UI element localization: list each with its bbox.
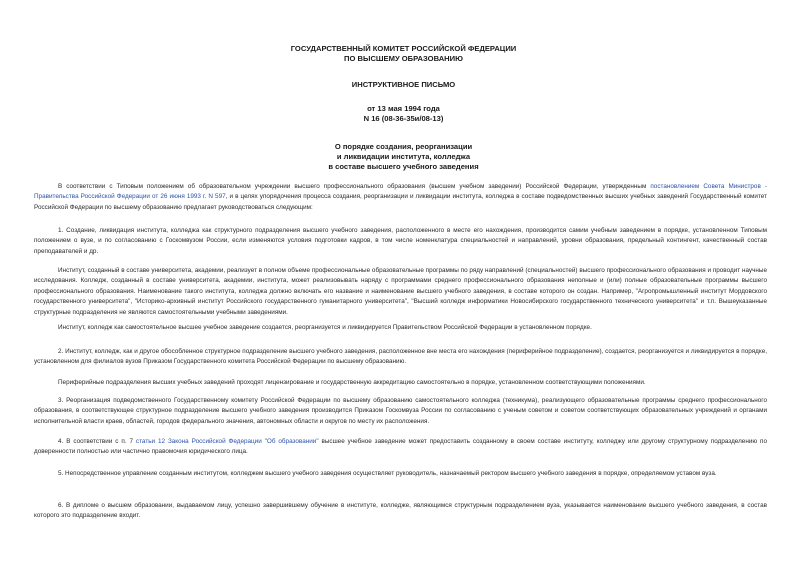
paragraph-item-3 bbox=[34, 396, 767, 427]
paragraph-intro-text-a: В соответствии с Типовым положением об образовательном учреждении высшего профессионального образования (высшем учебном заведении) Российской Федерации, утвержденным bbox=[58, 183, 651, 190]
paragraph-item-6 bbox=[34, 501, 767, 522]
paragraph-item-6-text: 6. В дипломе о высшем образовании, выдаваемом лицу, успешно завершившему обучение в институте, колледже, являющимся структурным подразделением вуза, указывается наименование высшего учебного заведения, в состав которого это подразделение входит. bbox=[34, 502, 767, 520]
paragraph-institute-text: Институт, созданный в составе университета, академии, реализует в полном объеме профессиональные образовательные программы по ряду направлений (специальностей) высшего профессионального образования и проводит научные исследования. Колледж, созданный в составе университета, академии, института, может реализовывать наряду с программами среднего профессионального образования неполные и (или) полные образовательные программы высшего профессионального образования. Наименование такого института, колледжа должно включать его название и наименование высшего учебного заведения, в составе которого он создан. Например, "Агропромышленный институт Мордовского государственного университета", "Историко-архивный институт Российского государственного гуманитарного университета", "Высший колледж информатики Новосибирского государственного технического университета" и т.п. Вышеуказанные структурные подразделения не являются самостоятельными учебными заведениями. bbox=[34, 267, 767, 316]
paragraph-peripheral-text: Периферийные подразделения высших учебных заведений проходят лицензирование и государственную аккредитацию самостоятельно в порядке, установленном соответствующими положениями. bbox=[58, 379, 646, 386]
paragraph-peripheral bbox=[34, 378, 767, 388]
education-law-link[interactable]: статьи 12 Закона Российской Федерации "Об образовании" bbox=[135, 438, 319, 445]
paragraph-independent-text: Институт, колледж как самостоятельное высшее учебное заведение создается, реорганизуется и ликвидируется Правительством Российской Федерации в установленном порядке. bbox=[58, 324, 592, 331]
document-date: от 13 мая 1994 года bbox=[367, 104, 440, 113]
paragraph-item-4-text-b: высшее учебное заведение может предоставить созданному в своем составе институту, колледжу или другому структурному подразделению по доверенности полностью или частично правомочия юридического лица. bbox=[34, 438, 767, 456]
org-name-line1: ГОСУДАРСТВЕННЫЙ КОМИТЕТ РОССИЙСКОЙ ФЕДЕРАЦИИ bbox=[290, 44, 517, 53]
document-title-line2: и ликвидации института, колледжа bbox=[336, 152, 471, 161]
paragraph-independent bbox=[34, 323, 767, 333]
paragraph-item-4 bbox=[34, 437, 767, 458]
paragraph-institute bbox=[34, 266, 767, 318]
paragraph-item-2 bbox=[34, 347, 767, 368]
paragraph-item-5 bbox=[34, 469, 767, 479]
paragraph-item-1-text: 1. Создание, ликвидация института, колледжа как структурного подразделения высшего учебного заведения, расположенного в месте его нахождения, производится самим учебным заведением в порядке, установленном Типовым положением о вузе, и по согласованию с Госкомвузом России, если изменяются условия подготовки кадров, в том числе номенклатура специальностей и направлений, уровни образования, предельный контингент, качественный состав преподавателей и др. bbox=[34, 227, 767, 255]
paragraph-intro-text-b: , и в целях упорядочения процесса создания, реорганизации и ликвидации института, колледжа в составе подведомственных высших учебных заведений Государственный комитет Российской Федерации по высшему образованию предлагает руководствоваться следующим: bbox=[34, 193, 767, 211]
paragraph-intro bbox=[34, 182, 767, 213]
document-number: N 16 (08-36-35и/08-13) bbox=[363, 114, 444, 123]
document-type: ИНСТРУКТИВНОЕ ПИСЬМО bbox=[351, 80, 456, 89]
document-title-line1: О порядке создания, реорганизации bbox=[334, 142, 473, 151]
paragraph-item-1 bbox=[34, 226, 767, 257]
paragraph-item-3-text: 3. Реорганизация подведомственного Государственному комитету Российской Федерации по высшему образованию самостоятельного колледжа (техникума), реализующего образовательные программы среднего профессионального образования, в соответствующее структурное подразделение высшего учебного заведения производится Приказом Госкомвуза России по согласованию с ученым советом и советом соответствующих образовательных учреждений и органами исполнительной власти краев, областей, городов федерального значения, автономных области и округов по месту их расположения. bbox=[34, 397, 767, 425]
org-name-line2: ПО ВЫСШЕМУ ОБРАЗОВАНИЮ bbox=[344, 54, 463, 63]
government-decree-link[interactable]: постановлением Совета Министров - Правительства Российской Федерации от 26 июня 1993 г. N 597 bbox=[34, 183, 767, 201]
paragraph-item-4-text-a: 4. В соответствии с п. 7 bbox=[58, 438, 136, 445]
document-title-line3: в составе высшего учебного заведения bbox=[328, 162, 479, 171]
paragraph-item-5-text: 5. Непосредственное управление созданным институтом, колледжем высшего учебного заведения осуществляет руководитель, назначаемый ректором высшего учебного заведения в порядке, определяемом уставом вуза. bbox=[58, 470, 717, 477]
paragraph-item-2-text: 2. Институт, колледж, как и другое обособленное структурное подразделение высшего учебного заведения, расположенное вне места его нахождения (периферийное подразделение), создается, реорганизуется и ликвидируется в порядке, установленном для филиалов вузов Приказом Государственного комитета Российской Федерации по высшему образованию. bbox=[34, 348, 767, 366]
